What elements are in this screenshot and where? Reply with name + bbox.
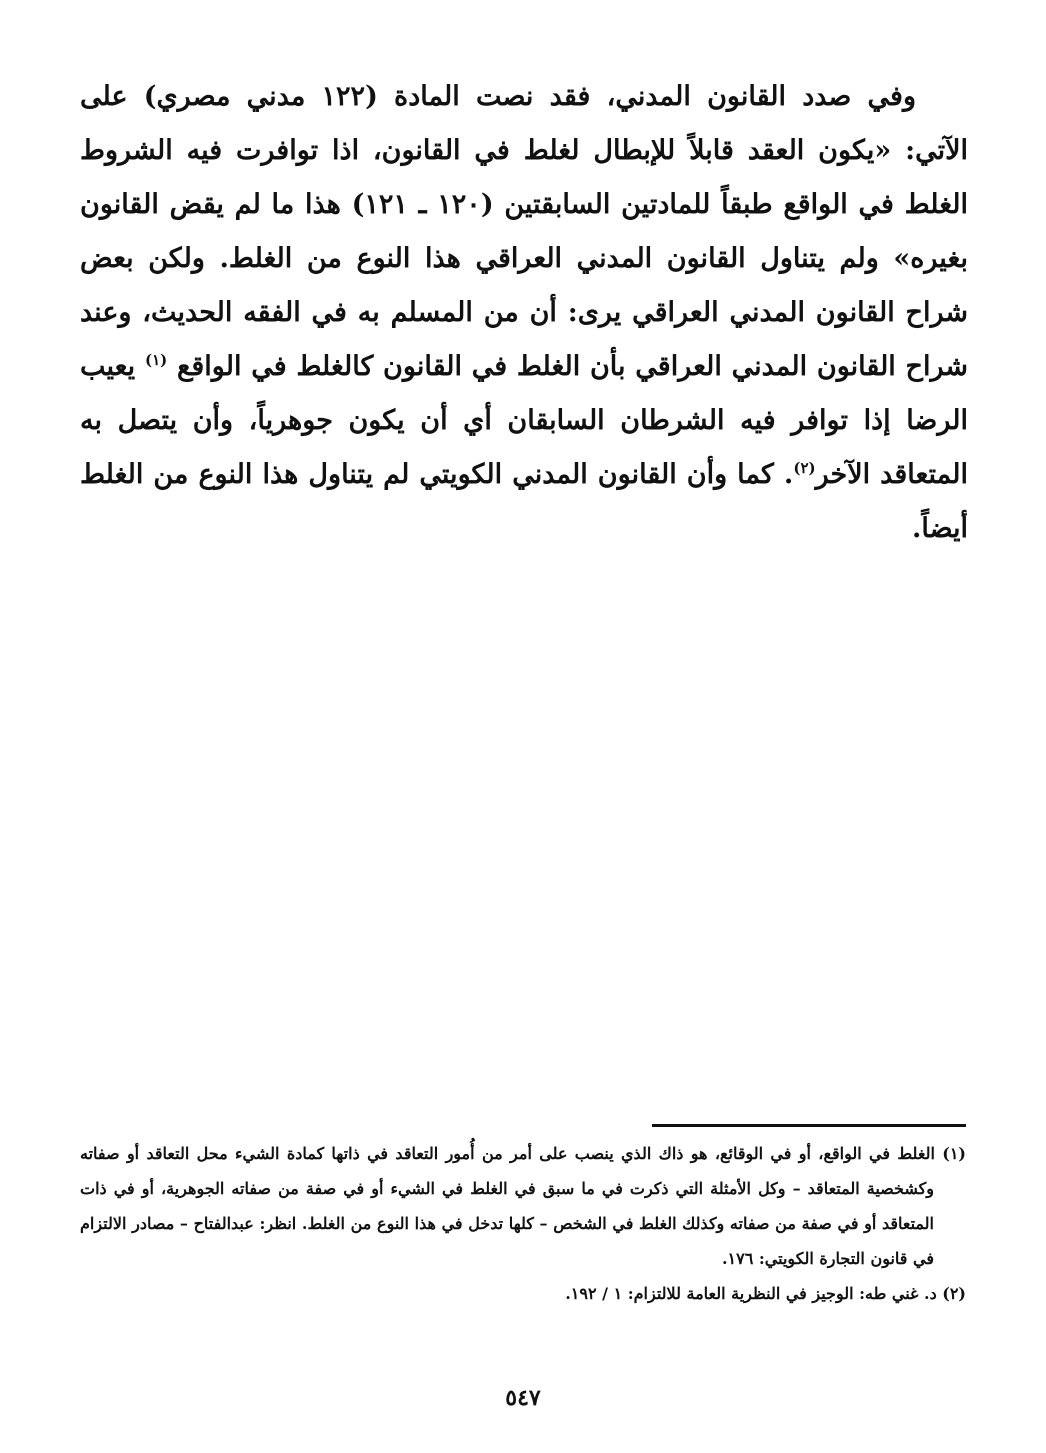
footnote-marker-1: (١) bbox=[144, 351, 168, 369]
main-paragraph bbox=[80, 70, 968, 556]
footnote-marker-2: (٢) bbox=[793, 459, 816, 477]
footnote-1: (١) الغلط في الواقع، أو في الوقائع، هو ذاك الذي ينصب على أمر من أُمور التعاقد في ذاتها كمادة الشيء محل التعاقد أو صفاته وكشخصية المتعاقد – وكل الأمثلة التي ذكرت في ما سبق في الغلط في الشيء أو في صفة من صفاته الجوهرية، أو في ذات المتعاقد أو في صفة من صفاته وكذلك الغلط في الشخص – كلها تدخل في هذا النوع من الغلط. انظر: عبدالفتاح – مصادر الالتزام في قانون التجارة الكويتي: ١٧٦. bbox=[80, 1144, 966, 1268]
footnote-divider bbox=[652, 1124, 966, 1127]
page-number: ٥٤٧ bbox=[505, 1385, 541, 1411]
main-text bbox=[80, 70, 968, 556]
paragraph-text-continued: يعيب الرضا إذا توافر فيه الشرطان السابقان أي أن يكون جوهرياً، وأن يتصل به المتعاقد الآخر bbox=[80, 351, 968, 490]
footnotes bbox=[80, 1136, 966, 1311]
footnote-2: (٢) د. غني طه: الوجيز في النظرية العامة للالتزام: ١ / ١٩٢. bbox=[565, 1284, 966, 1303]
paragraph-text: وفي صدد القانون المدني، فقد نصت المادة (١٢٢ مدني مصري) على الآتي: «يكون العقد قابلاً للإبطال لغلط في القانون، اذا توافرت فيه الشروط الغلط في الواقع طبقاً للمادتين السابقتين (١٢٠ ـ ١٢١) هذا ما لم يقض القانون بغيره» ولم يتناول القانون المدني العراقي هذا النوع من الغلط. ولكن بعض شراح القانون المدني العراقي يرى: أن من المسلم به في الفقه الحديث، وعند شراح القانون المدني العراقي بأن الغلط في القانون كالغلط في الواقع bbox=[80, 81, 968, 382]
paragraph-text-end: . كما وأن القانون المدني الكويتي لم يتناول هذا النوع من الغلط أيضاً. bbox=[80, 459, 968, 544]
